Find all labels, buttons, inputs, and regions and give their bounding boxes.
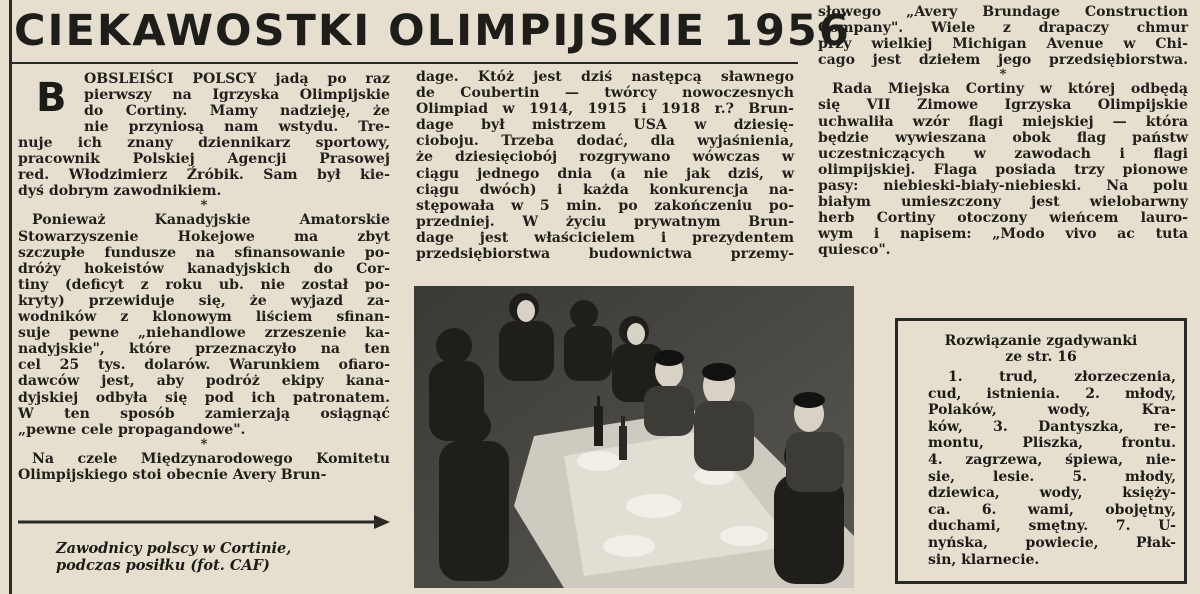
text-line: dage. Któż jest dziś następcą sławnego	[416, 69, 794, 85]
answer-line: montu, Pliszka, frontu.	[928, 435, 1176, 452]
caption-line: Zawodnicy polscy w Cortinie,	[56, 540, 292, 557]
text-line: Rada Miejska Cortiny w której odbędą	[832, 81, 1188, 98]
text-line: nuje ich znany dziennikarz sportowy,	[18, 135, 390, 152]
text-line: „pewne cele propagandowe".	[18, 421, 246, 438]
answer-line: sin, klarnecie.	[928, 551, 1040, 568]
text-line: dyjskiej odbyła się pod ich patronatem.	[18, 389, 390, 406]
text-line: cioboju. Trzeba dodać, dla wyjaśnienia,	[416, 133, 794, 150]
text-line: Stowarzyszenie Hokejowe ma zbyt	[18, 228, 390, 245]
text-line: herb Cortiny otoczony wieńcem lauro-	[818, 210, 1188, 227]
text-line: kryty) przewiduje się, że wyjazd za-	[18, 292, 390, 309]
text-line: dage był mistrzem USA w dziesię-	[416, 117, 794, 134]
photo-illustration	[414, 286, 854, 588]
answer-line: nyńska, powiecie, Płak-	[928, 534, 1176, 551]
text-line: suje pewne „niehandlowe zrzeszenie ka-	[18, 325, 390, 342]
headline: CIEKAWOSTKI OLIMPIJSKIE 1956	[14, 6, 851, 56]
text-line: Olimpijskiego stoi obecnie Avery Brun-	[18, 466, 327, 483]
puzzle-solution-box	[895, 318, 1187, 584]
answer-line: 1. trud, złorzeczenia,	[948, 369, 1176, 385]
headline-rule	[12, 62, 798, 64]
text-line: ciągu dwóch) i każda konkurencja na-	[416, 181, 794, 198]
answer-line: Polaków, wody, Kra-	[928, 402, 1176, 419]
text-line: de Coubertin — twórcy nowoczesnych	[416, 85, 794, 102]
answer-line: ca. 6. wami, obojętny,	[928, 501, 1176, 518]
text-line: pierwszy na Igrzyska Olimpijskie	[84, 87, 390, 104]
text-line: się VII Zimowe Igrzyska Olimpijskie	[818, 97, 1188, 114]
text-line: W ten sposób zamierzają osiągnąć	[18, 405, 390, 422]
drop-cap: B	[36, 75, 67, 121]
text-line: szczupłe fundusze na sfinansowanie po-	[18, 244, 390, 261]
text-line: wym i napisem: „Modo vivo ac tuta	[818, 226, 1188, 243]
text-line: dyś dobrym zawodnikiem.	[18, 183, 222, 200]
puzzle-title	[898, 333, 1184, 365]
text-line: tiny (deficyt z roku ub. nie został po-	[18, 276, 390, 293]
puzzle-title-line: Rozwiązanie zgadywanki	[944, 333, 1138, 349]
text-line: będzie wywieszana obok flag państw	[818, 129, 1188, 146]
column-1-text	[18, 119, 390, 483]
text-line: Company". Wiele z drapaczy chmur	[818, 20, 1188, 37]
answer-line: sie, lesie. 5. młody,	[928, 468, 1176, 485]
text-line: red. Włodzimierz Źróbik. Sam był kie-	[18, 167, 390, 184]
puzzle-title-line: ze str. 16	[1005, 349, 1077, 365]
star-separator: *	[200, 198, 208, 214]
puzzle-answers	[928, 369, 1176, 568]
text-line: uchwaliła wzór flagi miejskiej — która	[818, 113, 1188, 130]
column-2-text	[416, 69, 794, 262]
star-separator: *	[200, 436, 208, 452]
text-line: stępowała w 5 min. po zakończeniu po-	[416, 197, 794, 214]
answer-line: ków, 3. Dantyszka, re-	[928, 418, 1176, 435]
text-line: białym umieszczony jest wielobarwny	[818, 194, 1188, 211]
text-line: Ponieważ Kanadyjskie Amatorskie	[32, 212, 390, 229]
text-line: quiesco".	[818, 242, 891, 259]
text-line: OBSLEIŚCI POLSCY jadą po raz	[84, 71, 390, 87]
text-line: cel 25 tys. dolarów. Warunkiem ofiaro-	[18, 357, 390, 374]
text-line: Olimpiad w 1914, 1915 i 1918 r.? Brun-	[416, 101, 794, 118]
text-line: wodników z klonowym liściem sfinan-	[18, 309, 390, 326]
column-3-text	[818, 4, 1188, 258]
text-line: pracownik Polskiej Agencji Prasowej	[18, 151, 390, 168]
text-line: nie przyniosą nam wstydu. Tre-	[84, 119, 390, 135]
text-line: Na czele Międzynarodowego Komitetu	[32, 450, 390, 467]
arrow-right-icon	[18, 513, 390, 531]
answer-line: dziewica, wody, księży-	[928, 485, 1176, 502]
text-line: cago jest dziełem jego przedsiębiorstwa.	[818, 52, 1188, 69]
text-line: pasy: niebieski-biały-niebieski. Na polu	[818, 177, 1188, 194]
text-line: ciągu jednego dnia (a nie jak dziś, w	[416, 165, 794, 182]
star-separator: *	[999, 67, 1007, 83]
text-line: dage jest właścicielem i prezydentem	[416, 229, 794, 246]
text-line: nadyjskie", które przeznaczyło na ten	[18, 341, 390, 358]
answer-line: cud, istnienia. 2. młody,	[928, 385, 1176, 402]
left-vertical-rule	[9, 0, 12, 594]
text-line: do Cortiny. Mamy nadzieję, że	[84, 103, 390, 120]
text-line: słowego „Avery Brundage Construction	[818, 4, 1188, 20]
text-line: uczestniczących w zawodach i flagi	[818, 145, 1188, 162]
caption-line: podczas posiłku (fot. CAF)	[56, 557, 270, 574]
text-line: olimpijskiej. Flaga posiada trzy pionowe	[818, 161, 1188, 178]
column-1-paragraph-1-lead	[84, 71, 390, 119]
text-line: przedniej. W życiu prywatnym Brun-	[416, 213, 794, 230]
text-line: dawców jest, aby podróż ekipy kana-	[18, 373, 390, 390]
text-line: przy wielkiej Michigan Avenue w Chi-	[818, 36, 1188, 53]
text-line: dróży hokeistów kanadyjskich do Cor-	[18, 260, 390, 277]
team-dinner-photo	[414, 286, 854, 588]
text-line: przedsiębiorstwa budownictwa przemy-	[416, 246, 794, 263]
answer-line: 4. zagrzewa, śpiewa, nie-	[928, 451, 1176, 468]
photo-caption	[56, 540, 356, 574]
answer-line: duchami, smętny. 7. U-	[928, 518, 1176, 535]
text-line: że dziesięciobój rozgrywano wówczas w	[416, 149, 794, 166]
